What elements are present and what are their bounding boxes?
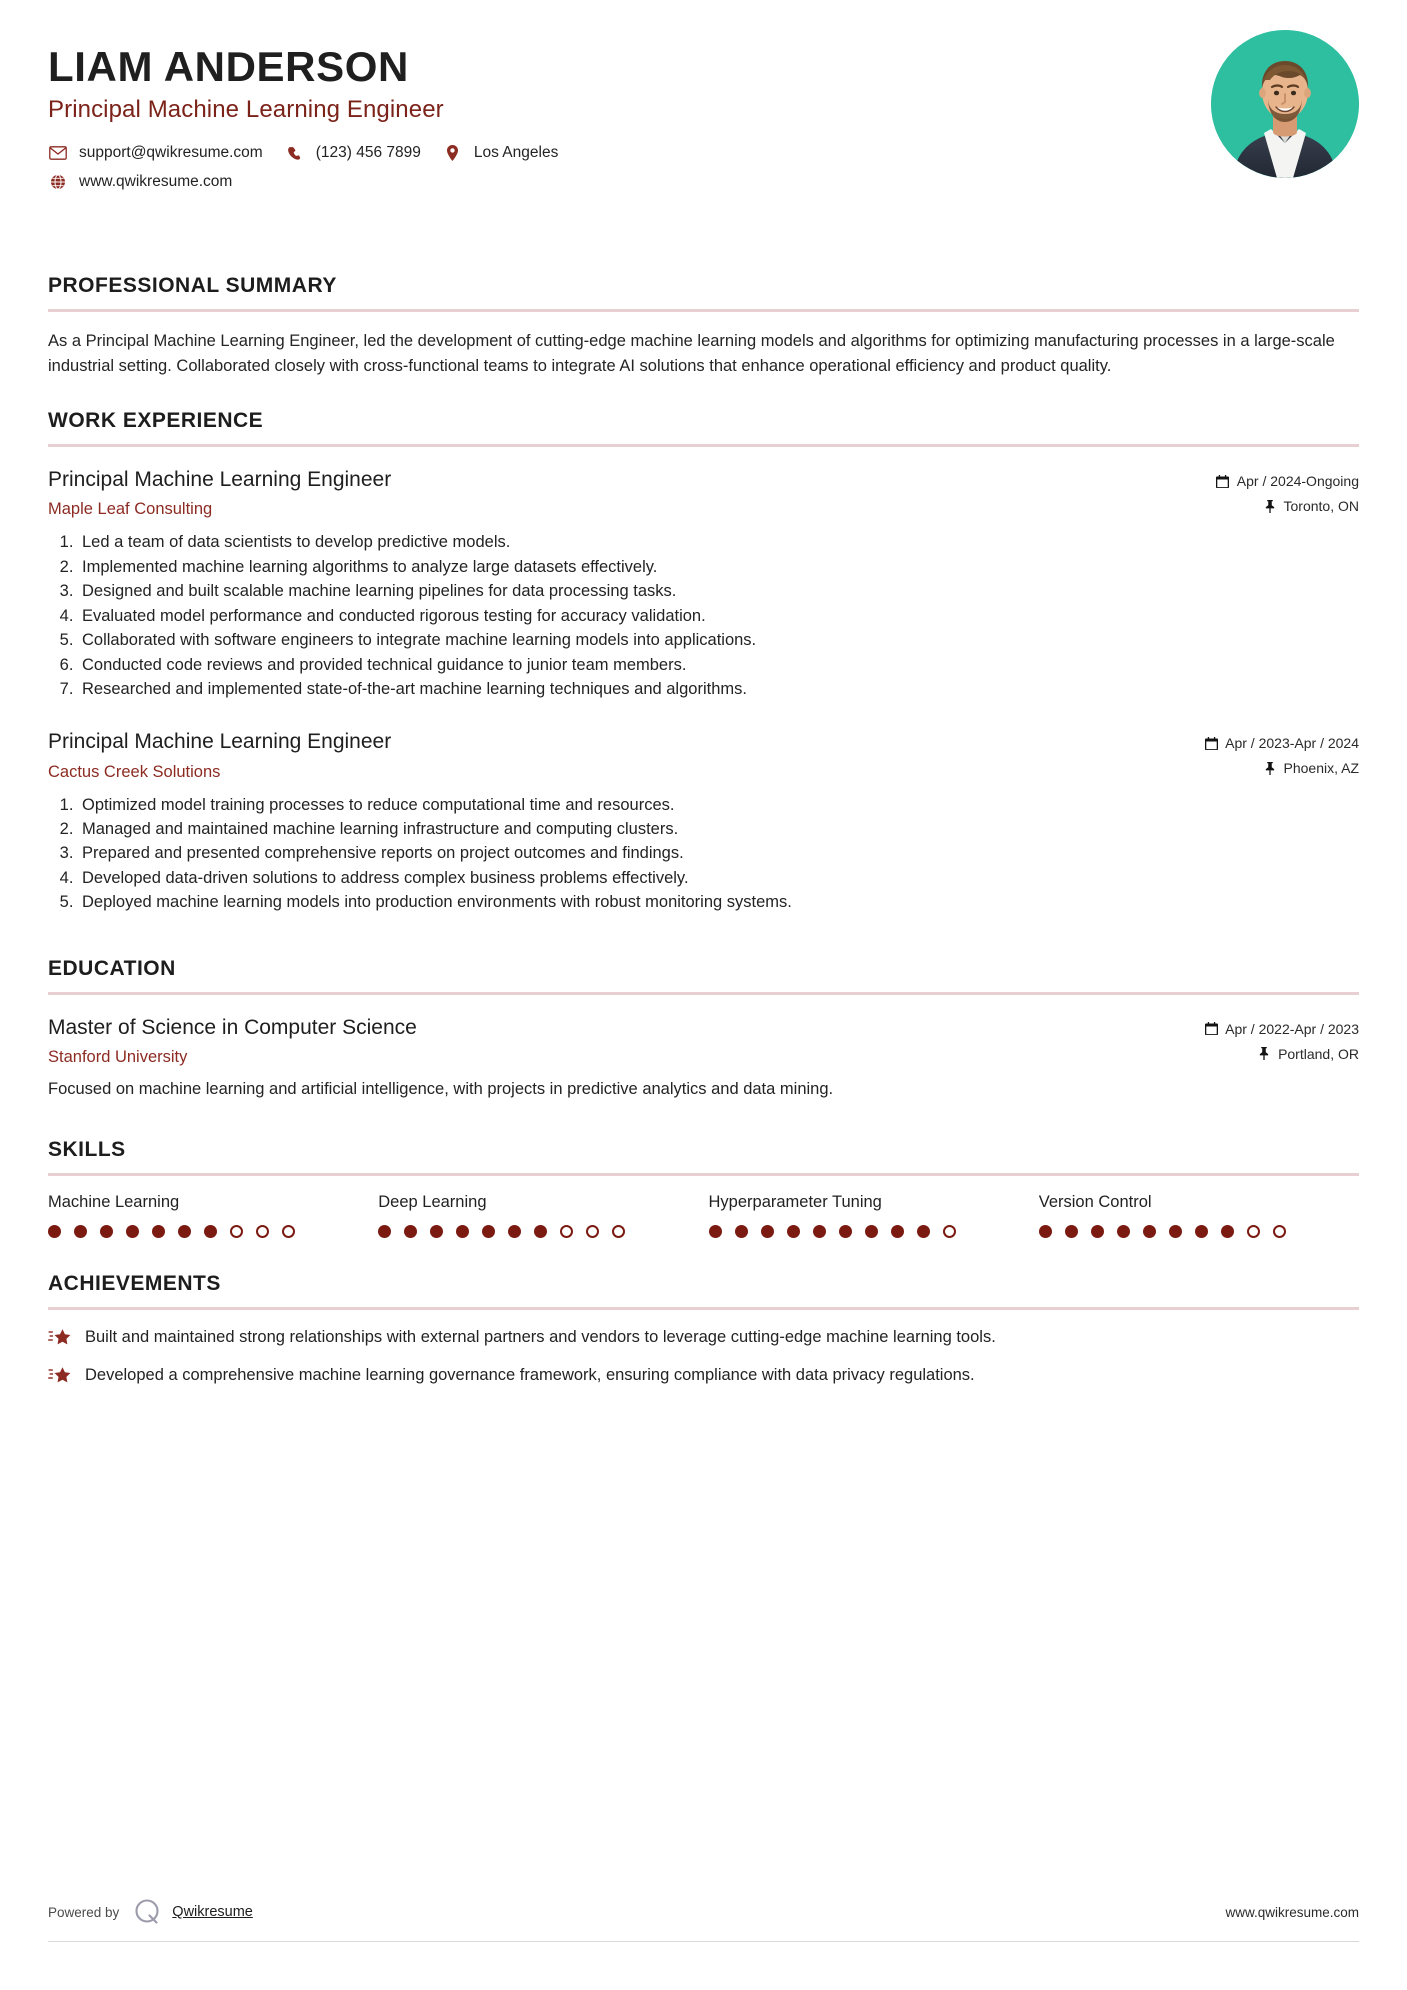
experience-entry [48, 729, 1359, 914]
experience-location [1204, 760, 1359, 776]
pushpin-icon [1257, 1047, 1271, 1061]
section-title-summary: PROFESSIONAL SUMMARY [48, 274, 337, 297]
bullet-item: 2. Managed and maintained machine learning infrastructure and computing clusters. [78, 818, 1359, 841]
education-school: Stanford University [48, 1047, 188, 1066]
experience-dates [1204, 735, 1359, 751]
powered-by-label: Powered by [48, 1904, 120, 1920]
achievement-text: Built and maintained strong relationships with external partners and vendors to leverage cutting-edge machine learning tools. [85, 1327, 996, 1346]
skill-dot-filled [787, 1225, 800, 1238]
envelope-icon [48, 144, 68, 162]
section-professional-summary [48, 274, 1359, 379]
bullet-item: 5. Deployed machine learning models into production environments with robust monitoring systems. [78, 891, 1359, 914]
section-divider [48, 1307, 1359, 1310]
skill-dot-empty [230, 1225, 243, 1238]
section-work-experience [48, 409, 1359, 915]
skill-item [378, 1193, 698, 1238]
section-title-skills: SKILLS [48, 1137, 126, 1161]
skill-dot-filled [761, 1225, 774, 1238]
bullet-item: 5. Collaborated with software engineers to integrate machine learning models into applications. [78, 629, 1359, 652]
candidate-name: LIAM ANDERSON [48, 43, 409, 90]
calendar-icon [1204, 736, 1218, 750]
skill-dot-filled [917, 1225, 930, 1238]
skill-dot-filled [813, 1225, 826, 1238]
skill-rating [48, 1225, 368, 1238]
skill-dot-filled [152, 1225, 165, 1238]
bullet-item: 3. Prepared and presented comprehensive reports on project outcomes and findings. [78, 842, 1359, 865]
skill-rating [378, 1225, 698, 1238]
experience-dates [1216, 473, 1359, 489]
calendar-icon [1204, 1022, 1218, 1036]
resume-header [48, 0, 1359, 244]
section-divider [48, 309, 1359, 312]
contact-phone-value: (123) 456 7899 [315, 144, 421, 162]
achievement-item [48, 1364, 1359, 1388]
skill-dot-filled [839, 1225, 852, 1238]
skill-dot-empty [1247, 1225, 1260, 1238]
bullet-item: 3. Designed and built scalable machine learning pipelines for data processing tasks. [78, 580, 1359, 603]
skill-dot-empty [612, 1225, 625, 1238]
skill-dot-filled [865, 1225, 878, 1238]
candidate-job-title: Principal Machine Learning Engineer [48, 96, 444, 124]
skill-dot-filled [1143, 1225, 1156, 1238]
skill-rating [709, 1225, 1029, 1238]
contact-block [48, 144, 1359, 191]
skill-dot-filled [1117, 1225, 1130, 1238]
skill-dot-empty [943, 1225, 956, 1238]
contact-row-website [48, 173, 1359, 191]
skill-rating [1039, 1225, 1359, 1238]
phone-icon [285, 144, 305, 162]
skill-dot-filled [1091, 1225, 1104, 1238]
section-achievements [48, 1272, 1359, 1388]
section-title-education: EDUCATION [48, 956, 176, 980]
bullet-item: 7. Researched and implemented state-of-the-art machine learning techniques and algorithms. [78, 678, 1359, 701]
achievement-text: Developed a comprehensive machine learning governance framework, ensuring compliance with data privacy regulations. [85, 1365, 975, 1384]
experience-dates-value: Apr / 2023-Apr / 2024 [1225, 735, 1359, 752]
powered-by-block [48, 1897, 253, 1927]
map-pin-icon [443, 144, 463, 162]
skill-dot-filled [430, 1225, 443, 1238]
skill-dot-filled [100, 1225, 113, 1238]
skill-dot-filled [735, 1225, 748, 1238]
experience-company: Cactus Creek Solutions [48, 762, 221, 781]
skill-dot-filled [378, 1225, 391, 1238]
page-footer [48, 1897, 1359, 1942]
skill-dot-filled [456, 1225, 469, 1238]
section-divider [48, 444, 1359, 447]
section-title-experience: WORK EXPERIENCE [48, 409, 264, 433]
skills-grid [48, 1193, 1359, 1238]
contact-email[interactable] [48, 144, 263, 162]
skill-label: Hyperparameter Tuning [708, 1192, 882, 1211]
section-title-achievements: ACHIEVEMENTS [48, 1271, 221, 1295]
skill-dot-empty [560, 1225, 573, 1238]
skill-dot-filled [48, 1225, 61, 1238]
skill-dot-filled [74, 1225, 87, 1238]
skill-dot-filled [709, 1225, 722, 1238]
bullet-item: 4. Evaluated model performance and conducted rigorous testing for accuracy validation. [78, 605, 1359, 628]
skill-dot-empty [282, 1225, 295, 1238]
skill-dot-filled [404, 1225, 417, 1238]
skill-dot-empty [586, 1225, 599, 1238]
skill-dot-filled [1221, 1225, 1234, 1238]
bullet-item: 1. Optimized model training processes to reduce computational time and resources. [78, 794, 1359, 817]
globe-icon [48, 173, 68, 191]
bullet-item: 4. Developed data-driven solutions to address complex business problems effectively. [78, 867, 1359, 890]
skill-dot-empty [1273, 1225, 1286, 1238]
section-skills [48, 1138, 1359, 1238]
skill-dot-filled [508, 1225, 521, 1238]
experience-role: Principal Machine Learning Engineer [48, 468, 392, 492]
achievements-list [48, 1326, 1359, 1388]
shooting-star-icon [48, 1366, 72, 1388]
contact-row-primary [48, 144, 1359, 162]
skill-dot-filled [1039, 1225, 1052, 1238]
skill-dot-filled [1065, 1225, 1078, 1238]
contact-phone[interactable] [285, 144, 421, 162]
section-education [48, 957, 1359, 1102]
experience-entry [48, 467, 1359, 701]
contact-website-value: www.qwikresume.com [79, 173, 233, 191]
pushpin-icon [1263, 499, 1277, 513]
experience-dates-value: Apr / 2024-Ongoing [1236, 473, 1359, 490]
experience-location [1216, 498, 1359, 514]
section-divider [48, 1173, 1359, 1176]
footer-row [48, 1897, 1359, 1941]
experience-location-value: Toronto, ON [1283, 498, 1359, 515]
achievement-item [48, 1326, 1359, 1350]
education-description: Focused on machine learning and artificial intelligence, with projects in predictive analytics and data mining. [48, 1079, 834, 1098]
contact-email-value: support@qwikresume.com [79, 144, 263, 162]
pushpin-icon [1263, 761, 1277, 775]
section-divider [48, 992, 1359, 995]
footer-website-url[interactable]: www.qwikresume.com [1225, 1904, 1359, 1920]
education-dates-value: Apr / 2022-Apr / 2023 [1225, 1020, 1359, 1037]
qwikresume-logo-icon [133, 1897, 163, 1927]
summary-text: As a Principal Machine Learning Engineer, led the development of cutting-edge machine learning models and algorithms for optimizing manufacturing processes in a large-scale industrial setting. Collaborated closely with cross-functional teams to integrate AI solutions that enhance operational efficiency and product quality. [48, 332, 1335, 376]
skill-label: Deep Learning [378, 1192, 487, 1211]
contact-location-value: Los Angeles [473, 144, 559, 162]
education-location [1204, 1046, 1359, 1062]
skill-dot-filled [1169, 1225, 1182, 1238]
contact-location [443, 144, 558, 162]
skill-dot-filled [482, 1225, 495, 1238]
education-entry [48, 1015, 1359, 1102]
experience-bullets [48, 531, 1359, 701]
calendar-icon [1216, 474, 1230, 488]
skill-item [48, 1193, 368, 1238]
skill-dot-empty [256, 1225, 269, 1238]
skill-dot-filled [204, 1225, 217, 1238]
skill-dot-filled [1195, 1225, 1208, 1238]
skill-dot-filled [178, 1225, 191, 1238]
education-degree: Master of Science in Computer Science [48, 1015, 417, 1039]
avatar-photo [1211, 30, 1359, 178]
skill-item [709, 1193, 1029, 1238]
skill-label: Machine Learning [48, 1192, 180, 1211]
skill-dot-filled [126, 1225, 139, 1238]
avatar [1211, 30, 1359, 178]
footer-divider [48, 1941, 1359, 1942]
education-location-value: Portland, OR [1278, 1045, 1359, 1062]
bullet-item: 1. Led a team of data scientists to develop predictive models. [78, 531, 1359, 554]
bullet-item: 2. Implemented machine learning algorithms to analyze large datasets effectively. [78, 556, 1359, 579]
skill-label: Version Control [1038, 1192, 1152, 1211]
qwikresume-brand-link[interactable]: Qwikresume [172, 1904, 253, 1920]
skill-dot-filled [891, 1225, 904, 1238]
shooting-star-icon [48, 1328, 72, 1350]
experience-role: Principal Machine Learning Engineer [48, 730, 392, 754]
skill-item [1039, 1193, 1359, 1238]
experience-bullets [48, 794, 1359, 915]
bullet-item: 6. Conducted code reviews and provided technical guidance to junior team members. [78, 654, 1359, 677]
skill-dot-filled [534, 1225, 547, 1238]
experience-company: Maple Leaf Consulting [48, 500, 213, 519]
experience-location-value: Phoenix, AZ [1283, 760, 1359, 777]
contact-website[interactable] [48, 173, 232, 191]
education-dates [1204, 1021, 1359, 1037]
